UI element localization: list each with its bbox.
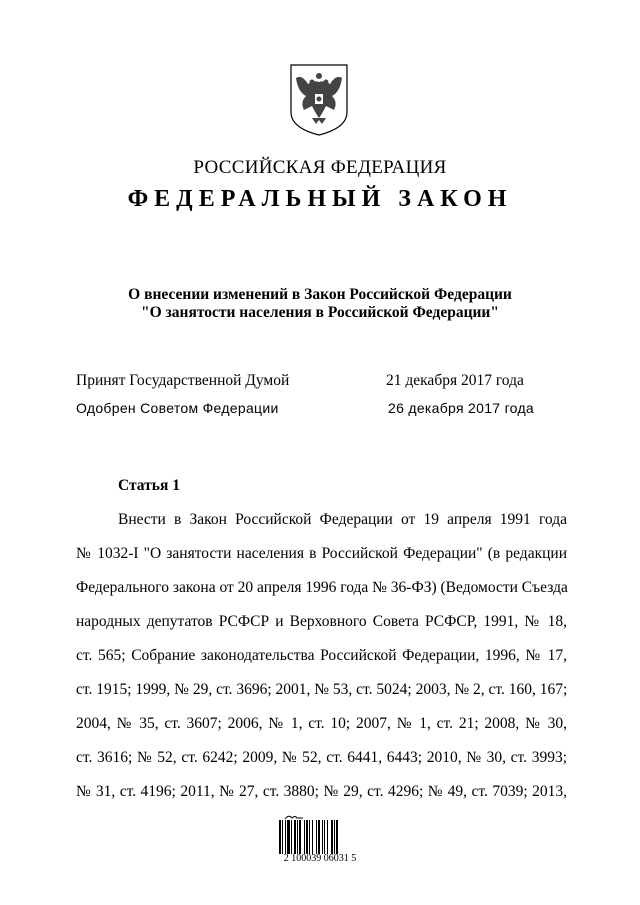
article-text-line: ст. 565; Собрание законодательства Российской Федерации, 1996, № 17, — [76, 647, 567, 664]
barcode-bar — [282, 820, 283, 854]
law-title-line-2: "О занятости населения в Российской Федерации" — [141, 304, 499, 321]
article-text-line: Федерального закона от 20 апреля 1996 года № 36-ФЗ) (Ведомости Съезда — [76, 579, 568, 596]
barcode-bar — [304, 820, 305, 854]
barcode-bar — [287, 820, 290, 854]
article-text-line: ст. 3616; № 52, ст. 6242; 2009, № 52, ст. 6441, 6443; 2010, № 30, ст. 3993; — [76, 749, 567, 766]
duma-adoption-label: Принят Государственной Думой — [76, 372, 290, 389]
duma-adoption-date: 21 декабря 2017 года — [386, 372, 524, 389]
article-text-line: № 1032-I "О занятости населения в Российской Федерации" (в редакции — [76, 545, 567, 562]
country-heading: РОССИЙСКАЯ ФЕДЕРАЦИЯ — [193, 157, 447, 178]
barcode-bar — [306, 820, 308, 854]
barcode-bar — [309, 820, 310, 854]
barcode-bar — [318, 820, 320, 854]
council-approval-label: Одобрен Советом Федерации — [76, 400, 279, 416]
barcode-bar — [327, 820, 328, 854]
article-text-line: 2004, № 35, ст. 3607; 2006, № 1, ст. 10; 2007, № 1, ст. 21; 2008, № 30, — [76, 715, 567, 732]
barcode-bar — [291, 820, 292, 854]
barcode-bar — [336, 820, 338, 854]
article-text-line: ст. 1915; 1999, № 29, ст. 3696; 2001, № 53, ст. 5024; 2003, № 2, ст. 160, 167; — [76, 681, 568, 698]
barcode-bar — [297, 820, 298, 854]
document-type-heading: ФЕДЕРАЛЬНЫЙ ЗАКОН — [127, 186, 513, 212]
barcode-bar — [285, 820, 286, 854]
barcode-bar — [331, 820, 333, 854]
barcode-icon — [279, 820, 361, 854]
article-text-line: народных депутатов РСФСР и Верховного Совета РСФСР, 1991, № 18, — [76, 613, 567, 630]
barcode-bar — [316, 820, 317, 854]
barcode-bar — [312, 820, 313, 854]
article-text-line: Внести в Закон Российской Федерации от 19 апреля 1991 года — [118, 511, 567, 528]
barcode-bar — [324, 820, 325, 854]
barcode-number: 2 100039 06031 5 — [283, 853, 357, 864]
barcode-bar — [294, 820, 296, 854]
barcode-bar — [279, 820, 281, 854]
article-text-line: № 31, ст. 4196; 2011, № 27, ст. 3880; № 29, ст. 4296; № 49, ст. 7039; 2013, — [76, 783, 567, 800]
barcode-bar — [299, 820, 301, 854]
article-heading: Статья 1 — [118, 477, 180, 494]
coat-of-arms-emblem — [288, 62, 350, 138]
council-approval-date: 26 декабря 2017 года — [388, 400, 535, 416]
barcode-bar — [322, 820, 323, 854]
law-title-line-1: О внесении изменений в Закон Российской Федерации — [128, 286, 512, 303]
barcode-bar — [334, 820, 335, 854]
